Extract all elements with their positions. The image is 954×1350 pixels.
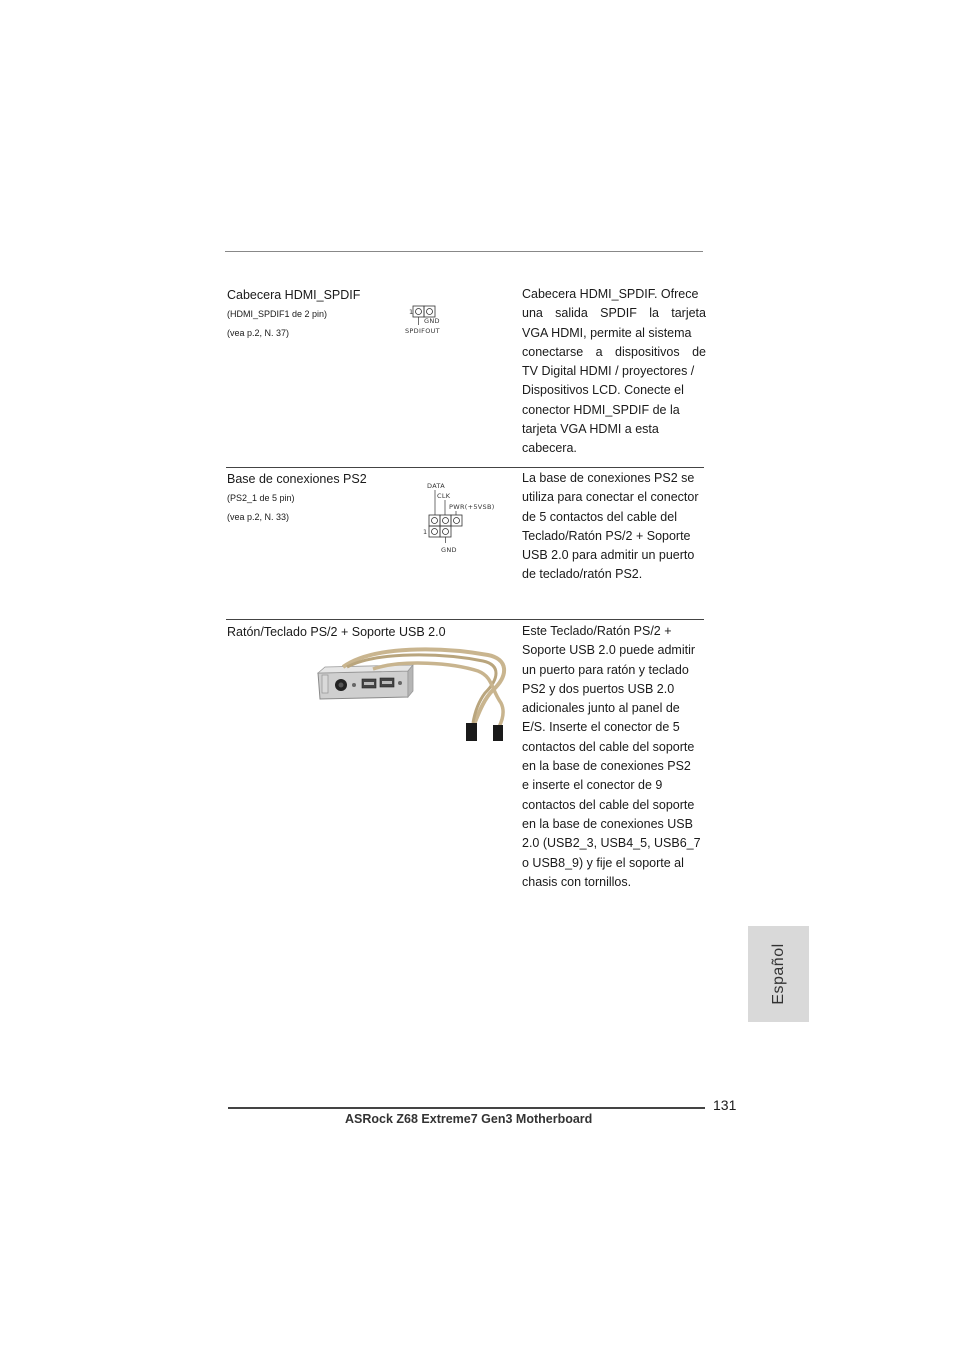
desc-line: Soporte USB 2.0 puede admitir — [522, 643, 696, 658]
desc-line: en la base de conexiones USB — [522, 816, 693, 831]
desc-line: contactos del cable del soporte — [522, 797, 695, 812]
data-label: DATA — [427, 482, 445, 490]
clk-label: CLK — [437, 492, 451, 500]
section-divider — [226, 619, 704, 620]
ps2-pin-diagram — [418, 480, 498, 556]
desc-line: cabecera. — [522, 441, 577, 456]
desc-line: Este Teclado/Ratón PS/2 + — [522, 624, 672, 638]
hdmi-spdif-pin-diagram — [400, 300, 450, 340]
desc-line: PS2 y dos puertos USB 2.0 — [522, 681, 675, 696]
desc-line: Dispositivos LCD. Conecte el — [522, 383, 684, 398]
desc-line: un puerto para ratón y teclado — [522, 662, 689, 677]
top-divider — [225, 251, 703, 252]
desc-line: La base de conexiones PS2 se — [522, 471, 695, 485]
section-subtitle-ref: (vea p.2, N. 37) — [227, 328, 290, 338]
desc-line: adicionales junto al panel de — [522, 701, 680, 716]
section-description-ps2-header — [522, 469, 706, 585]
section-subtitle-pins: (HDMI_SPDIF1 de 2 pin) — [227, 309, 328, 319]
desc-line: conector HDMI_SPDIF de la — [522, 402, 680, 417]
section-subtitle-ref: (vea p.2, N. 33) — [227, 512, 290, 522]
spdifout-label: SPDIFOUT — [405, 327, 440, 335]
language-tab-label: Español — [769, 943, 787, 1005]
gnd-label: GND — [441, 546, 457, 554]
footer-divider — [228, 1107, 705, 1109]
pwr-label: PWR(+5VSB) — [449, 503, 495, 511]
desc-line: Teclado/Ratón PS/2 + Soporte — [522, 528, 691, 543]
gnd-label: GND — [424, 317, 440, 325]
section-description-hdmi-spdif — [522, 285, 706, 459]
desc-line: VGA HDMI, permite al sistema — [522, 325, 692, 340]
section-title-ps2-header: Base de conexiones PS2 — [227, 472, 367, 486]
section-divider — [226, 467, 704, 468]
pin1-label: 1 — [423, 528, 428, 536]
page-number: 131 — [713, 1097, 737, 1113]
desc-line: TV Digital HDMI / proyectores / — [522, 364, 695, 379]
desc-line: contactos del cable del soporte — [522, 739, 695, 754]
desc-line: e inserte el conector de 9 — [522, 778, 663, 793]
desc-line: utiliza para conectar el conector — [522, 490, 699, 505]
desc-line: tarjeta VGA HDMI a esta — [522, 422, 659, 437]
desc-line: Cabecera HDMI_SPDIF. Ofrece — [522, 287, 699, 301]
desc-line: en la base de conexiones PS2 — [522, 759, 691, 774]
section-title-hdmi-spdif: Cabecera HDMI_SPDIF — [227, 288, 361, 302]
pin1-label: 1 — [409, 308, 414, 316]
desc-line: conectarse a dispositivos de — [522, 344, 706, 359]
ps2-usb-bracket-image — [313, 645, 513, 745]
section-title-ps2-usb-bracket: Ratón/Teclado PS/2 + Soporte USB 2.0 — [227, 625, 446, 639]
desc-line: o USB8_9) y fije el soporte al — [522, 855, 684, 870]
desc-line: de teclado/ratón PS2. — [522, 567, 643, 582]
desc-line: E/S. Inserte el conector de 5 — [522, 720, 680, 735]
desc-line: USB 2.0 para admitir un puerto — [522, 548, 695, 563]
desc-line: una salida SPDIF la tarjeta — [522, 306, 706, 321]
section-description-ps2-usb-bracket — [522, 622, 706, 892]
desc-line: de 5 contactos del cable del — [522, 509, 677, 524]
desc-line: chasis con tornillos. — [522, 874, 632, 889]
desc-line: 2.0 (USB2_3, USB4_5, USB6_7 — [522, 836, 701, 851]
section-subtitle-pins: (PS2_1 de 5 pin) — [227, 493, 295, 503]
footer-title: ASRock Z68 Extreme7 Gen3 Motherboard — [345, 1112, 593, 1126]
language-side-tab — [748, 926, 809, 1022]
